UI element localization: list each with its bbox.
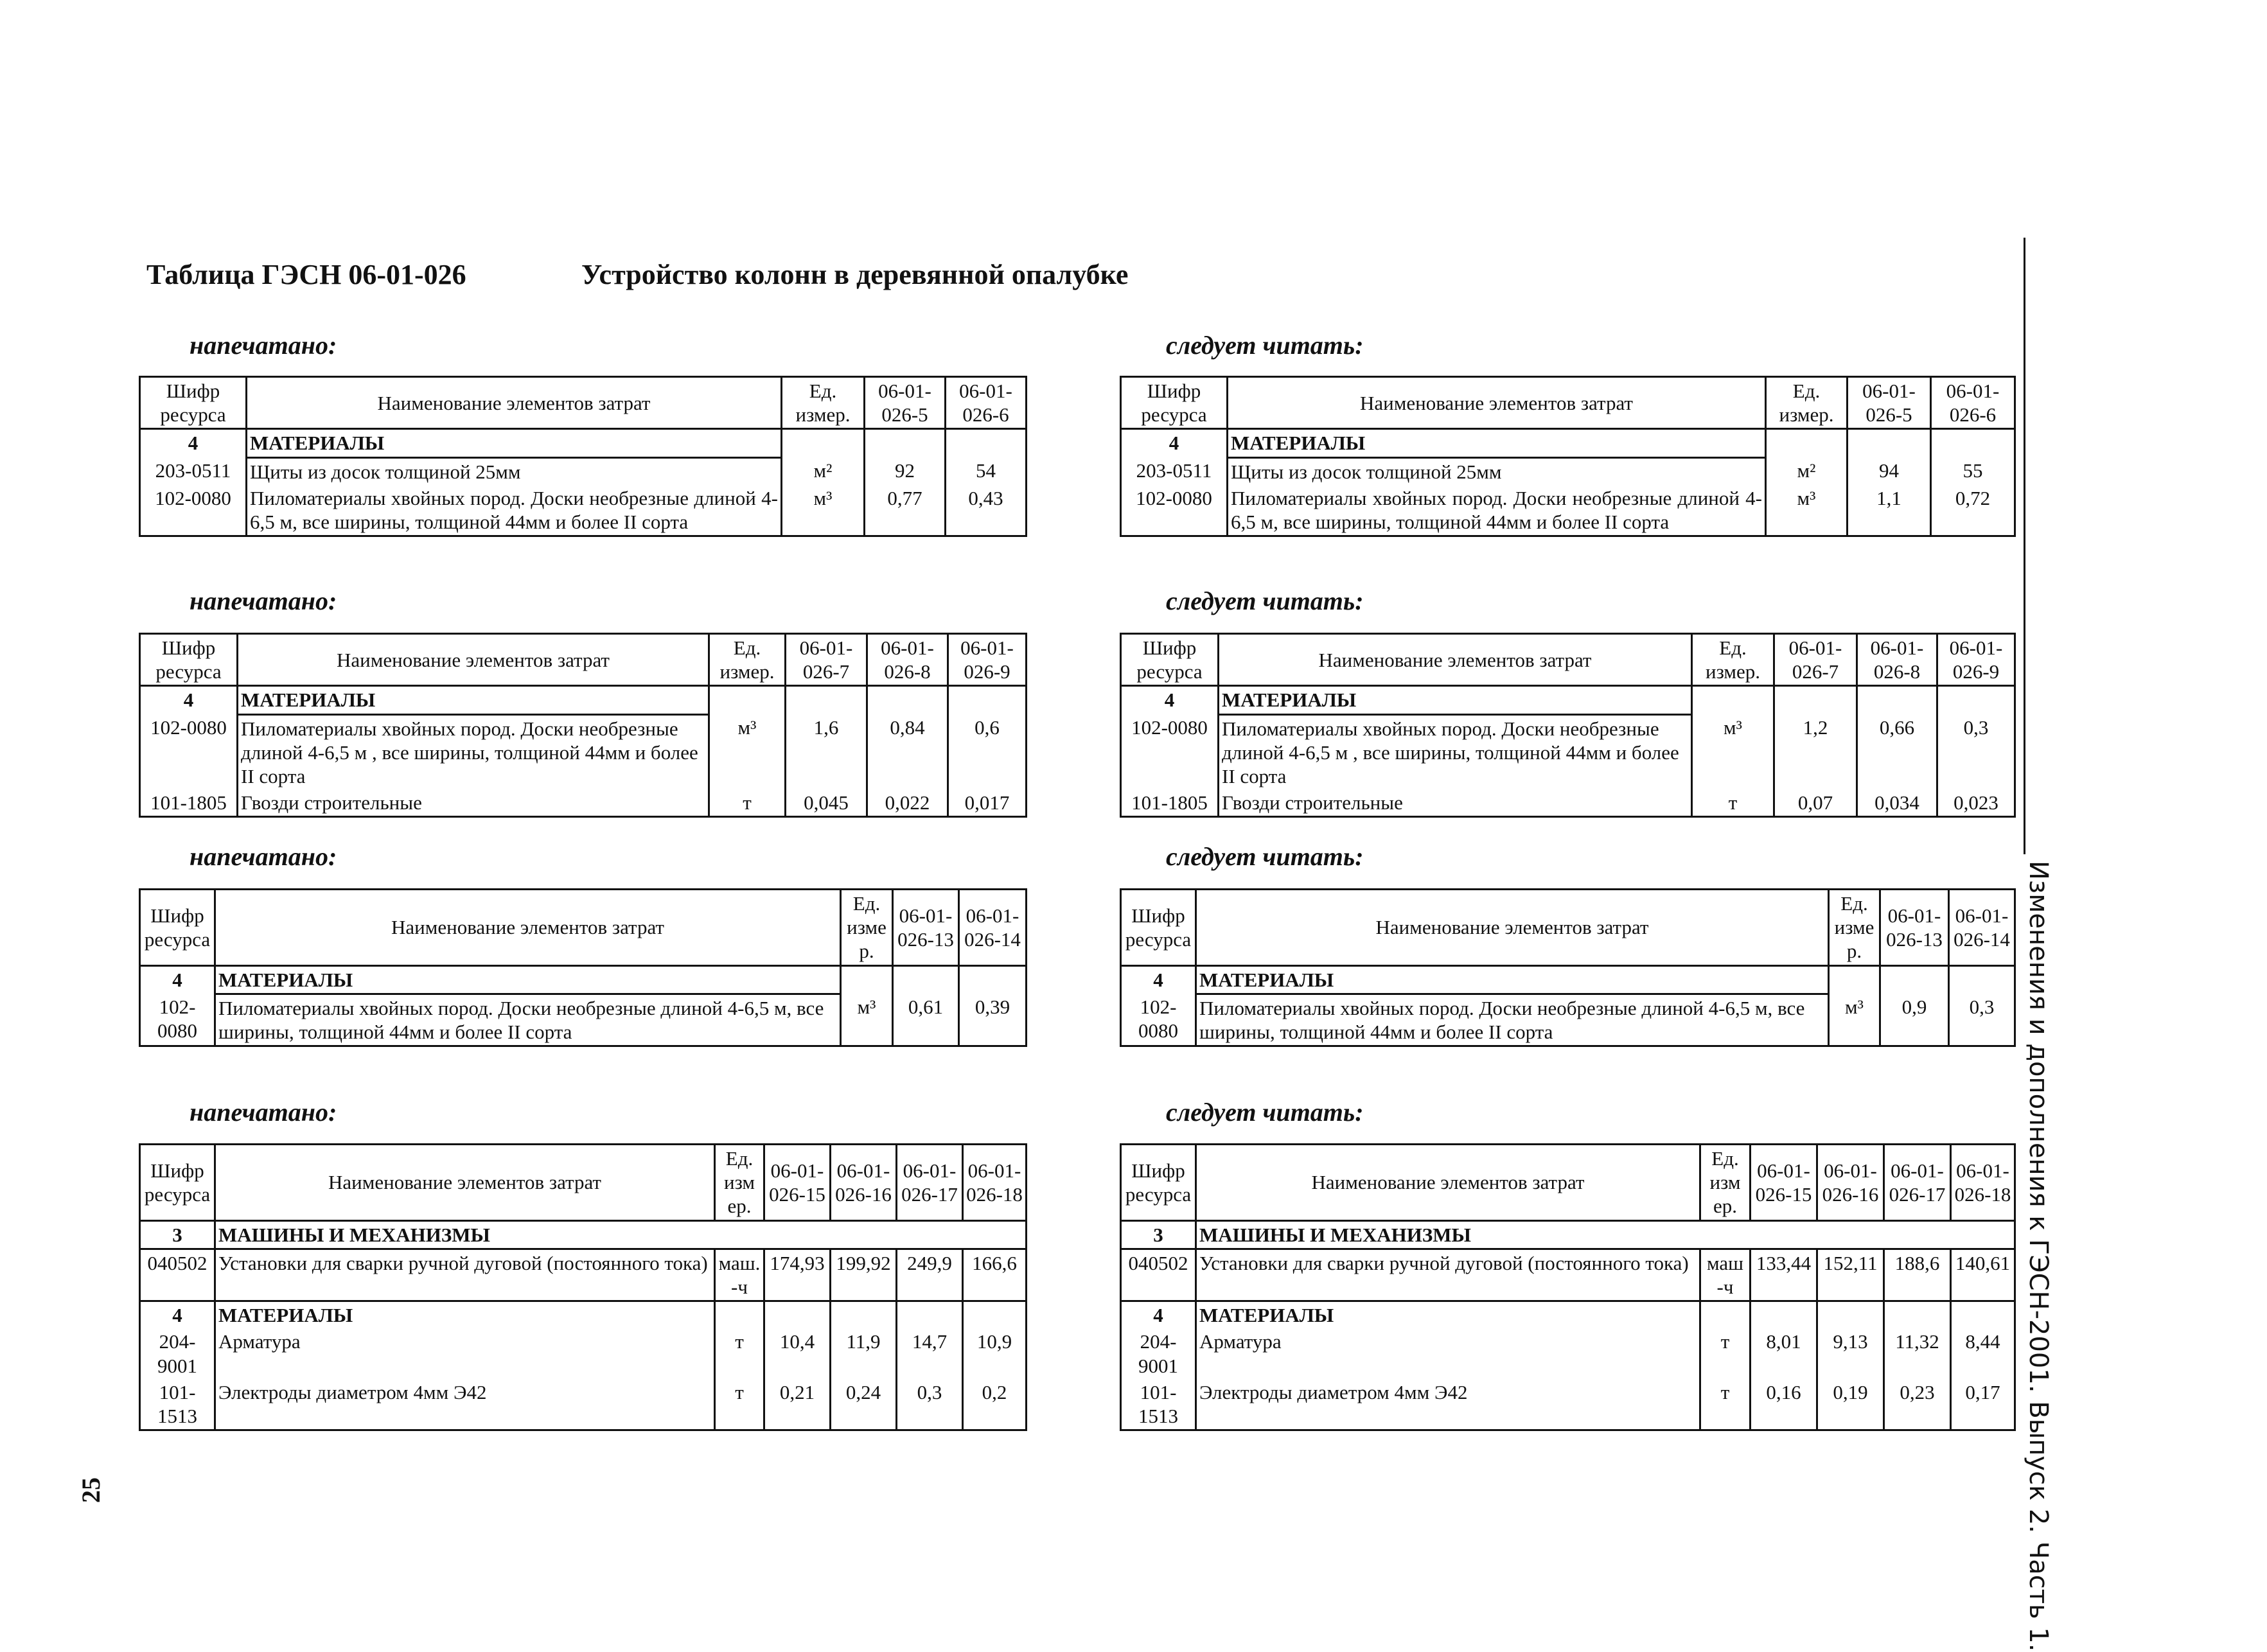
caption-printed-4: напечатано: (190, 1098, 337, 1127)
section-row: 3 МАШИНЫ И МЕХАНИЗМЫ (1121, 1220, 2015, 1249)
section-row: 3 МАШИНЫ И МЕХАНИЗМЫ (140, 1220, 1027, 1249)
table-row: 102-0080 Пиломатериалы хвойных пород. Доски необрезные длиной 4-6,5 м, все ширины, толщиной 44мм и более II сорта м³ 1,1 0,72 (1121, 485, 2015, 536)
table-row: 102-0080 Пиломатериалы хвойных пород. Доски необрезные длиной 4-6,5 м, все ширины, толщиной 44мм и более II сорта м³ 0,61 0,39 (140, 994, 1027, 1046)
table-header-row: Шифр ресурса Наименование элементов затрат Ед. измер. 06-01-026-7 06-01-026-8 06-01-026-9 (140, 634, 1027, 686)
table-printed-2 (139, 633, 1027, 818)
table-header-row: Шифр ресурса Наименование элементов затрат Ед. изм ер. 06-01-026-15 06-01-026-16 06-01-026-17 06-01-026-18 (1121, 1145, 2015, 1221)
side-note: Изменения и дополнения к ГЭСН-2001. Выпуск 2. Часть 1. (2024, 861, 2053, 1652)
header-col: 06-01-026-6 (946, 377, 1027, 429)
table-printed-1 (139, 376, 1027, 537)
table-row: 204-9001 Арматура т 8,01 9,13 11,32 8,44 (1121, 1328, 2015, 1378)
table-should-read-4 (1120, 1143, 2016, 1431)
caption-printed-3: напечатано: (190, 842, 337, 871)
table-row: 102-0080 Пиломатериалы хвойных пород. Доски необрезные длиной 4-6,5 м, все ширины, толщиной 44мм и более II сорта м³ 0,77 0,43 (140, 485, 1027, 536)
caption-printed-2: напечатано: (190, 586, 337, 615)
page-number: 25 (76, 1477, 105, 1503)
caption-should-read-2: следует читать: (1166, 586, 1364, 615)
header-code: Шифр ресурса (140, 377, 247, 429)
section-row: 4 МАТЕРИАЛЫ (1121, 1301, 2015, 1329)
section-row: 4 МАТЕРИАЛЫ (1121, 429, 2015, 457)
table-printed-3 (139, 888, 1027, 1047)
table-row: 204-9001 Арматура т 10,4 11,9 14,7 10,9 (140, 1328, 1027, 1378)
table-header-row: Шифр ресурса Наименование элементов затрат Ед. измер. 06-01-026-13 06-01-026-14 (140, 890, 1027, 966)
caption-should-read-1: следует читать: (1166, 331, 1364, 360)
table-header-row: Шифр ресурса Наименование элементов затрат Ед. изм ер. 06-01-026-15 06-01-026-16 06-01-026-17 06-01-026-18 (140, 1145, 1027, 1221)
section-row: 4 МАТЕРИАЛЫ (140, 1301, 1027, 1329)
caption-printed-1: напечатано: (190, 331, 337, 360)
section-row: 4 МАТЕРИАЛЫ (140, 965, 1027, 994)
table-row: 102-0080 Пиломатериалы хвойных пород. Доски необрезные длиной 4-6,5 м, все ширины, толщиной 44мм и более II сорта м³ 0,9 0,3 (1121, 994, 2015, 1046)
table-printed-4 (139, 1143, 1027, 1431)
section-row: 4 МАТЕРИАЛЫ (140, 686, 1027, 714)
header-col: 06-01-026-5 (865, 377, 946, 429)
section-row: 4 МАТЕРИАЛЫ (140, 429, 1027, 457)
table-title: Устройство колонн в деревянной опалубке (581, 259, 1129, 290)
table-row: 040502 Установки для сварки ручной дуговой (постоянного тока) маш-ч 133,44 152,11 188,6 140,61 (1121, 1249, 2015, 1301)
table-should-read-2 (1120, 633, 2016, 818)
table-row: 101-1513 Электроды диаметром 4мм Э42 т 0,16 0,19 0,23 0,17 (1121, 1379, 2015, 1430)
table-row: 203-0511 Щиты из досок толщиной 25мм м² 94 55 (1121, 457, 2015, 485)
table-row: 101-1805 Гвозди строительные т 0,045 0,022 0,017 (140, 789, 1027, 817)
table-header-row: Шифр ресурса Наименование элементов затрат Ед. измер. 06-01-026-7 06-01-026-8 06-01-026-9 (1121, 634, 2015, 686)
table-row: 040502 Установки для сварки ручной дуговой (постоянного тока) маш.-ч 174,93 199,92 249,9 166,6 (140, 1249, 1027, 1301)
caption-should-read-4: следует читать: (1166, 1098, 1364, 1127)
header-name: Наименование элементов затрат (247, 377, 782, 429)
table-should-read-1 (1120, 376, 2016, 537)
table-code-title: Таблица ГЭСН 06-01-026 (146, 259, 466, 290)
table-header-row: Шифр ресурса Наименование элементов затрат Ед. измер. 06-01-026-13 06-01-026-14 (1121, 890, 2015, 966)
table-row: 203-0511 Щиты из досок толщиной 25мм м² 92 54 (140, 457, 1027, 485)
table-row: 101-1805 Гвозди строительные т 0,07 0,034 0,023 (1121, 789, 2015, 817)
margin-rule (2024, 238, 2025, 854)
caption-should-read-3: следует читать: (1166, 842, 1364, 871)
table-row: 102-0080 Пиломатериалы хвойных пород. Доски необрезные длиной 4-6,5 м , все ширины, толщиной 44мм и более II сорта м³ 1,2 0,66 0,3 (1121, 714, 2015, 789)
table-should-read-3 (1120, 888, 2016, 1047)
section-row: 4 МАТЕРИАЛЫ (1121, 965, 2015, 994)
table-row: 102-0080 Пиломатериалы хвойных пород. Доски необрезные длиной 4-6,5 м , все ширины, толщиной 44мм и более II сорта м³ 1,6 0,84 0,6 (140, 714, 1027, 789)
table-row: 101-1513 Электроды диаметром 4мм Э42 т 0,21 0,24 0,3 0,2 (140, 1379, 1027, 1430)
table-header-row (140, 377, 1027, 429)
header-unit: Ед. измер. (782, 377, 865, 429)
section-row: 4 МАТЕРИАЛЫ (1121, 686, 2015, 714)
table-header-row: Шифр ресурса Наименование элементов затрат Ед. измер. 06-01-026-5 06-01-026-6 (1121, 377, 2015, 429)
